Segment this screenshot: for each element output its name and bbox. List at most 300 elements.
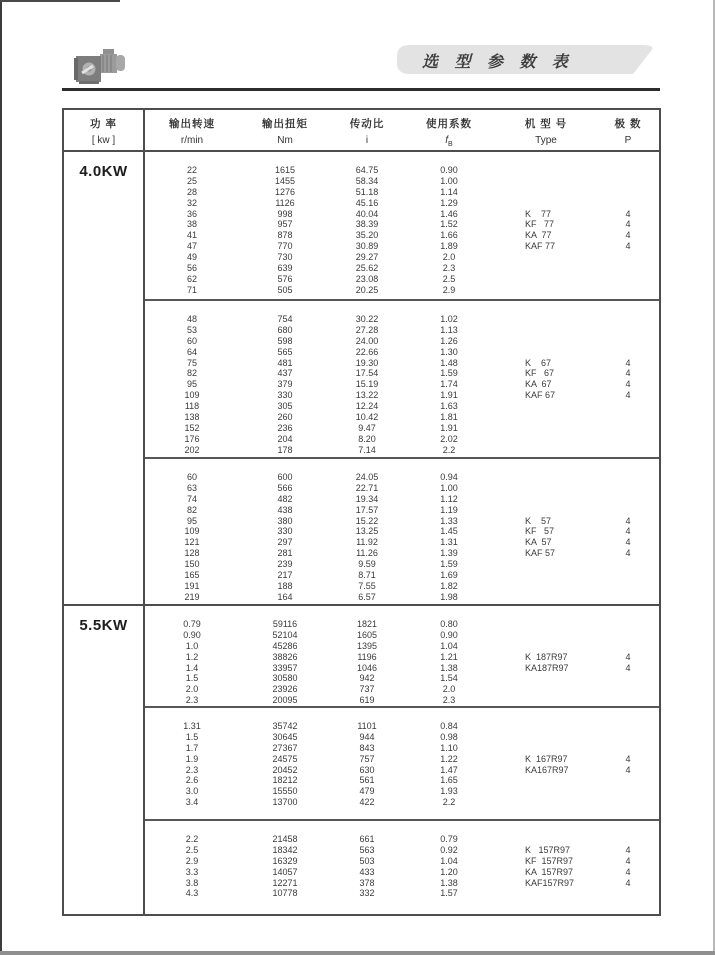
cell-type bbox=[495, 423, 597, 434]
cell-poles bbox=[597, 494, 659, 505]
table-row bbox=[145, 845, 659, 856]
cell-torque: 379 bbox=[277, 379, 293, 390]
cell-poles: 4 bbox=[625, 357, 631, 368]
header-poles: 极 数 P bbox=[614, 118, 642, 146]
cell-ratio: 9.59 bbox=[358, 559, 376, 570]
section-blocks bbox=[145, 152, 659, 604]
cell-factor: 1.93 bbox=[440, 786, 458, 797]
table-row bbox=[145, 695, 659, 706]
cell-poles bbox=[597, 336, 659, 347]
cell-factor: 1.66 bbox=[440, 230, 458, 241]
cell-poles: 4 bbox=[625, 548, 631, 559]
cell-rpm: 1.0 bbox=[185, 640, 199, 651]
cell-factor: 1.00 bbox=[440, 175, 458, 186]
table-row bbox=[145, 721, 659, 732]
data-block bbox=[145, 606, 659, 706]
table-row bbox=[145, 472, 659, 483]
cell-torque: 236 bbox=[277, 422, 293, 433]
cell-type bbox=[495, 252, 597, 263]
power-label: 4.0KW bbox=[79, 163, 128, 180]
cell-ratio: 15.19 bbox=[355, 379, 379, 390]
cell-torque: 16329 bbox=[272, 855, 298, 866]
table-row bbox=[145, 663, 659, 674]
table-row bbox=[145, 652, 659, 663]
table-row bbox=[145, 412, 659, 423]
cell-factor: 1.20 bbox=[440, 866, 458, 877]
table-row bbox=[145, 325, 659, 336]
cell-ratio: 619 bbox=[359, 695, 375, 706]
table-row bbox=[145, 390, 659, 401]
cell-rpm: 219 bbox=[184, 591, 200, 602]
cell-factor: 0.94 bbox=[440, 472, 458, 482]
cell-type bbox=[495, 721, 597, 732]
cell-torque: 380 bbox=[277, 515, 293, 526]
cell-factor: 1.12 bbox=[440, 493, 458, 504]
table-row bbox=[145, 368, 659, 379]
cell-rpm: 63 bbox=[186, 482, 197, 493]
cell-type: KA 67 bbox=[525, 379, 552, 390]
table-row bbox=[145, 252, 659, 263]
cell-poles bbox=[597, 797, 659, 808]
table-row bbox=[145, 445, 659, 456]
cell-rpm: 71 bbox=[186, 284, 197, 295]
cell-factor: 1.39 bbox=[440, 548, 458, 559]
table-row bbox=[145, 559, 659, 570]
cell-poles bbox=[597, 695, 659, 706]
table-row bbox=[145, 165, 659, 176]
cell-ratio: 843 bbox=[359, 742, 375, 753]
cell-rpm: 3.8 bbox=[185, 877, 199, 888]
cell-factor: 0.90 bbox=[440, 629, 458, 640]
table-row bbox=[145, 434, 659, 445]
cell-factor: 1.13 bbox=[440, 324, 458, 335]
table-row bbox=[145, 209, 659, 220]
cell-type bbox=[495, 347, 597, 358]
power-cell bbox=[64, 152, 145, 604]
cell-torque: 576 bbox=[277, 273, 293, 284]
cell-torque: 20095 bbox=[272, 695, 298, 706]
cell-rpm: 82 bbox=[186, 368, 197, 379]
cell-torque: 24575 bbox=[272, 753, 298, 764]
cell-ratio: 757 bbox=[359, 753, 375, 764]
cell-type: KF 67 bbox=[525, 368, 555, 379]
cell-torque: 13700 bbox=[272, 797, 298, 808]
cell-torque: 14057 bbox=[272, 866, 298, 877]
cell-torque: 59116 bbox=[272, 619, 298, 629]
cell-factor: 1.52 bbox=[440, 219, 458, 230]
cell-torque: 770 bbox=[277, 241, 293, 252]
cell-ratio: 22.66 bbox=[355, 346, 379, 357]
table-row bbox=[145, 401, 659, 412]
section-blocks bbox=[145, 606, 659, 914]
cell-ratio: 378 bbox=[359, 877, 375, 888]
cell-torque: 639 bbox=[277, 263, 293, 274]
cell-ratio: 15.22 bbox=[355, 515, 379, 526]
cell-ratio: 64.75 bbox=[355, 165, 379, 175]
table-row bbox=[145, 878, 659, 889]
cell-torque: 52104 bbox=[272, 629, 298, 640]
cell-torque: 27367 bbox=[272, 742, 298, 753]
cell-factor: 1.48 bbox=[440, 357, 458, 368]
cell-ratio: 7.55 bbox=[358, 580, 376, 591]
header-torque: 输出扭矩 Nm bbox=[262, 118, 308, 146]
cell-rpm: 4.3 bbox=[185, 888, 199, 899]
cell-type: KA 77 bbox=[525, 230, 552, 241]
cell-poles: 4 bbox=[625, 537, 631, 548]
cell-type bbox=[495, 695, 597, 706]
table-row bbox=[145, 684, 659, 695]
cell-torque: 10778 bbox=[272, 888, 298, 899]
cell-torque: 482 bbox=[277, 493, 293, 504]
cell-type bbox=[495, 732, 597, 743]
cell-type bbox=[495, 834, 597, 845]
cell-rpm: 2.5 bbox=[185, 844, 199, 855]
cell-factor: 1.81 bbox=[440, 412, 458, 423]
cell-rpm: 3.0 bbox=[185, 786, 199, 797]
cell-factor: 1.63 bbox=[440, 401, 458, 412]
cell-rpm: 0.79 bbox=[183, 619, 201, 629]
cell-ratio: 10.42 bbox=[355, 412, 379, 423]
cell-ratio: 38.39 bbox=[355, 219, 379, 230]
cell-torque: 15550 bbox=[272, 786, 298, 797]
cell-type bbox=[495, 559, 597, 570]
cell-torque: 12271 bbox=[272, 877, 298, 888]
cell-rpm: 49 bbox=[186, 252, 197, 263]
data-block bbox=[145, 152, 659, 299]
cell-type bbox=[495, 494, 597, 505]
cell-ratio: 27.28 bbox=[355, 324, 379, 335]
cell-rpm: 2.3 bbox=[185, 695, 199, 706]
cell-factor: 1.33 bbox=[440, 515, 458, 526]
cell-factor: 2.3 bbox=[442, 695, 456, 706]
gearmotor-photo bbox=[73, 46, 135, 88]
cell-type bbox=[495, 263, 597, 274]
cell-factor: 2.0 bbox=[442, 252, 456, 263]
cell-poles bbox=[597, 252, 659, 263]
cell-torque: 330 bbox=[277, 390, 293, 401]
cell-ratio: 8.20 bbox=[358, 433, 376, 444]
cell-ratio: 12.24 bbox=[355, 401, 379, 412]
cell-factor: 2.3 bbox=[442, 263, 456, 274]
cell-ratio: 23.08 bbox=[355, 273, 379, 284]
cell-factor: 1.00 bbox=[440, 482, 458, 493]
cell-rpm: 75 bbox=[186, 357, 197, 368]
cell-ratio: 1101 bbox=[357, 721, 377, 731]
cell-ratio: 8.71 bbox=[358, 570, 376, 581]
header-speed: 输出转速 r/min bbox=[169, 118, 215, 146]
cell-rpm: 2.3 bbox=[185, 764, 199, 775]
cell-type: KA167R97 bbox=[525, 764, 569, 775]
title-badge bbox=[394, 43, 658, 76]
header-rule bbox=[62, 88, 660, 91]
cell-poles bbox=[597, 570, 659, 581]
cell-type bbox=[495, 336, 597, 347]
cell-poles bbox=[597, 743, 659, 754]
cell-type: KAF 67 bbox=[525, 390, 556, 401]
cell-torque: 178 bbox=[277, 444, 293, 455]
cell-ratio: 58.34 bbox=[355, 175, 379, 186]
cell-factor: 1.54 bbox=[440, 673, 458, 684]
cell-ratio: 25.62 bbox=[355, 263, 379, 274]
cell-factor: 1.10 bbox=[440, 742, 458, 753]
cell-torque: 565 bbox=[277, 346, 293, 357]
cell-factor: 1.22 bbox=[440, 753, 458, 764]
table-row bbox=[145, 526, 659, 537]
cell-torque: 20452 bbox=[272, 764, 298, 775]
table-row bbox=[145, 285, 659, 296]
cell-factor: 1.91 bbox=[440, 390, 458, 401]
table-row bbox=[145, 423, 659, 434]
cell-factor: 0.92 bbox=[440, 844, 458, 855]
table-row bbox=[145, 347, 659, 358]
cell-poles bbox=[597, 630, 659, 641]
cell-poles bbox=[597, 274, 659, 285]
cell-rpm: 62 bbox=[186, 273, 197, 284]
cell-poles bbox=[597, 198, 659, 209]
cell-ratio: 942 bbox=[359, 673, 375, 684]
cell-torque: 730 bbox=[277, 252, 293, 263]
data-block bbox=[145, 819, 659, 914]
cell-torque: 23926 bbox=[272, 684, 298, 695]
cell-ratio: 1605 bbox=[356, 629, 378, 640]
cell-poles: 4 bbox=[625, 515, 631, 526]
cell-torque: 481 bbox=[277, 357, 293, 368]
cell-torque: 18342 bbox=[272, 844, 298, 855]
cell-rpm: 74 bbox=[186, 493, 197, 504]
cell-torque: 18212 bbox=[272, 775, 298, 786]
table-row bbox=[145, 379, 659, 390]
cell-torque: 998 bbox=[277, 208, 293, 219]
cell-type bbox=[495, 401, 597, 412]
cell-ratio: 22.71 bbox=[355, 482, 379, 493]
cell-poles bbox=[597, 347, 659, 358]
cell-torque: 164 bbox=[277, 591, 293, 602]
cell-poles: 4 bbox=[625, 241, 631, 252]
cell-type bbox=[495, 684, 597, 695]
cell-factor: 1.21 bbox=[440, 651, 458, 662]
cell-poles bbox=[597, 285, 659, 296]
cell-rpm: 25 bbox=[186, 175, 197, 186]
table-row bbox=[145, 630, 659, 641]
cell-type bbox=[495, 673, 597, 684]
cell-ratio: 13.25 bbox=[355, 526, 379, 537]
table-body bbox=[64, 152, 659, 914]
cell-poles bbox=[597, 641, 659, 652]
cell-torque: 754 bbox=[277, 314, 293, 324]
cell-rpm: 1.7 bbox=[185, 742, 199, 753]
cell-poles bbox=[597, 187, 659, 198]
cell-factor: 2.9 bbox=[442, 284, 456, 295]
cell-poles bbox=[597, 505, 659, 516]
cell-ratio: 45.16 bbox=[355, 197, 379, 208]
cell-rpm: 95 bbox=[186, 515, 197, 526]
cell-ratio: 332 bbox=[359, 888, 375, 899]
cell-ratio: 17.54 bbox=[355, 368, 379, 379]
cell-ratio: 30.22 bbox=[355, 314, 379, 324]
cell-type bbox=[495, 570, 597, 581]
cell-torque: 204 bbox=[277, 433, 293, 444]
cell-poles bbox=[597, 412, 659, 423]
cell-rpm: 1.31 bbox=[183, 721, 201, 731]
cell-poles bbox=[597, 786, 659, 797]
cell-type bbox=[495, 775, 597, 786]
cell-torque: 600 bbox=[277, 472, 293, 482]
cell-rpm: 22 bbox=[186, 165, 197, 175]
table-row bbox=[145, 219, 659, 230]
cell-ratio: 1821 bbox=[356, 619, 378, 629]
table-row bbox=[145, 241, 659, 252]
cell-rpm: 1.9 bbox=[185, 753, 199, 764]
cell-rpm: 2.0 bbox=[185, 684, 199, 695]
cell-factor: 1.29 bbox=[440, 197, 458, 208]
cell-ratio: 630 bbox=[359, 764, 375, 775]
table-section bbox=[64, 152, 659, 604]
cell-type bbox=[495, 888, 597, 899]
cell-factor: 1.14 bbox=[440, 186, 458, 197]
cell-poles bbox=[597, 619, 659, 630]
cell-factor: 1.04 bbox=[440, 640, 458, 651]
table-row bbox=[145, 856, 659, 867]
cell-factor: 1.74 bbox=[440, 379, 458, 390]
cell-torque: 260 bbox=[277, 412, 293, 423]
cell-poles bbox=[597, 721, 659, 732]
page-edge-left bbox=[0, 0, 2, 955]
cell-poles bbox=[597, 834, 659, 845]
cell-ratio: 1395 bbox=[356, 640, 378, 651]
cell-poles: 4 bbox=[625, 219, 631, 230]
cell-type: K 57 bbox=[525, 515, 552, 526]
cell-type bbox=[495, 176, 597, 187]
cell-ratio: 479 bbox=[359, 786, 375, 797]
cell-ratio: 35.20 bbox=[355, 230, 379, 241]
table-row bbox=[145, 336, 659, 347]
cell-rpm: 60 bbox=[186, 472, 197, 482]
cell-rpm: 0.90 bbox=[183, 629, 201, 640]
cell-poles bbox=[597, 775, 659, 786]
cell-poles: 4 bbox=[625, 379, 631, 390]
cell-torque: 30645 bbox=[272, 731, 298, 742]
cell-factor: 2.5 bbox=[442, 273, 456, 284]
cell-torque: 305 bbox=[277, 401, 293, 412]
cell-rpm: 48 bbox=[186, 314, 197, 324]
cell-factor: 1.65 bbox=[440, 775, 458, 786]
table-row bbox=[145, 732, 659, 743]
cell-torque: 35742 bbox=[272, 721, 298, 731]
cell-poles bbox=[597, 445, 659, 456]
cell-ratio: 13.22 bbox=[355, 390, 379, 401]
cell-factor: 0.79 bbox=[440, 834, 458, 844]
cell-poles: 4 bbox=[625, 368, 631, 379]
cell-type: KF 77 bbox=[525, 219, 555, 230]
cell-factor: 1.31 bbox=[440, 537, 458, 548]
cell-factor: 1.45 bbox=[440, 526, 458, 537]
cell-factor: 0.98 bbox=[440, 731, 458, 742]
cell-poles: 4 bbox=[625, 662, 631, 673]
cell-torque: 1126 bbox=[275, 197, 295, 208]
cell-torque: 45286 bbox=[272, 640, 298, 651]
cell-type bbox=[495, 274, 597, 285]
cell-factor: 0.80 bbox=[440, 619, 458, 629]
cell-factor: 2.2 bbox=[442, 444, 456, 455]
cell-rpm: 202 bbox=[184, 444, 200, 455]
cell-type: KAF157R97 bbox=[525, 877, 575, 888]
cell-poles bbox=[597, 263, 659, 274]
cell-torque: 598 bbox=[277, 335, 293, 346]
table-row bbox=[145, 834, 659, 845]
cell-poles bbox=[597, 673, 659, 684]
cell-poles: 4 bbox=[625, 877, 631, 888]
cell-torque: 297 bbox=[277, 537, 293, 548]
cell-type bbox=[495, 285, 597, 296]
cell-type bbox=[495, 641, 597, 652]
cell-factor: 1.91 bbox=[440, 422, 458, 433]
cell-torque: 30580 bbox=[272, 673, 298, 684]
cell-torque: 680 bbox=[277, 324, 293, 335]
cell-poles bbox=[597, 325, 659, 336]
cell-torque: 505 bbox=[277, 284, 293, 295]
cell-type bbox=[495, 187, 597, 198]
cell-ratio: 19.34 bbox=[355, 493, 379, 504]
cell-torque: 281 bbox=[277, 548, 293, 559]
cell-rpm: 56 bbox=[186, 263, 197, 274]
cell-factor: 1.47 bbox=[440, 764, 458, 775]
cell-poles: 4 bbox=[625, 390, 631, 401]
table-section bbox=[64, 604, 659, 914]
cell-torque: 878 bbox=[277, 230, 293, 241]
table-header bbox=[64, 110, 659, 152]
cell-ratio: 30.89 bbox=[355, 241, 379, 252]
cell-torque: 21458 bbox=[272, 834, 298, 844]
table-row bbox=[145, 619, 659, 630]
cell-torque: 33957 bbox=[272, 662, 298, 673]
selection-table bbox=[62, 108, 661, 916]
table-row bbox=[145, 358, 659, 369]
cell-poles: 4 bbox=[625, 208, 631, 219]
cell-rpm: 2.9 bbox=[185, 855, 199, 866]
cell-factor: 2.0 bbox=[442, 684, 456, 695]
cell-rpm: 2.2 bbox=[185, 834, 199, 844]
data-block bbox=[145, 457, 659, 604]
cell-poles bbox=[597, 592, 659, 603]
cell-poles bbox=[597, 559, 659, 570]
table-row bbox=[145, 592, 659, 603]
cell-type: K 77 bbox=[525, 208, 552, 219]
cell-torque: 957 bbox=[277, 219, 293, 230]
cell-poles bbox=[597, 434, 659, 445]
cell-poles bbox=[597, 732, 659, 743]
cell-ratio: 563 bbox=[359, 844, 375, 855]
table-row bbox=[145, 537, 659, 548]
cell-factor: 1.30 bbox=[440, 346, 458, 357]
cell-rpm: 1.4 bbox=[185, 662, 199, 673]
cell-factor: 1.38 bbox=[440, 877, 458, 888]
cell-rpm: 2.6 bbox=[185, 775, 199, 786]
cell-torque: 330 bbox=[277, 526, 293, 537]
table-row bbox=[145, 314, 659, 325]
cell-type: KA187R97 bbox=[525, 662, 569, 673]
table-row bbox=[145, 483, 659, 494]
cell-factor: 1.59 bbox=[440, 368, 458, 379]
cell-factor: 1.98 bbox=[440, 591, 458, 602]
table-row bbox=[145, 775, 659, 786]
cell-rpm: 47 bbox=[186, 241, 197, 252]
cell-torque: 188 bbox=[277, 580, 293, 591]
table-row bbox=[145, 888, 659, 899]
cell-rpm: 64 bbox=[186, 346, 197, 357]
cell-poles bbox=[597, 423, 659, 434]
cell-poles: 4 bbox=[625, 526, 631, 537]
cell-type bbox=[495, 483, 597, 494]
